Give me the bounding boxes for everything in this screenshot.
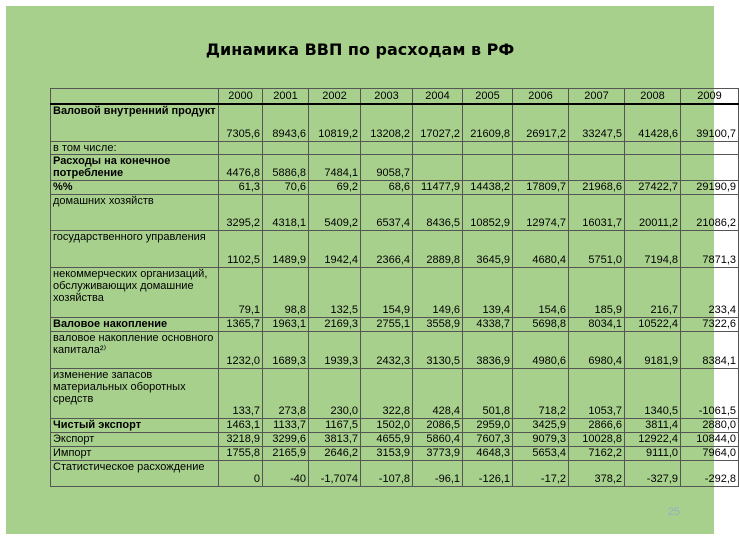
value-cell: 3645,9 <box>463 230 513 267</box>
value-cell <box>513 154 569 180</box>
value-cell: 378,2 <box>569 460 625 486</box>
value-cell: 1755,8 <box>219 446 263 460</box>
value-cell: 3130,5 <box>413 331 463 368</box>
row-label: Статистическое расхождение <box>51 460 219 486</box>
value-cell: 10819,2 <box>309 104 361 141</box>
value-cell: 1489,9 <box>263 230 309 267</box>
value-cell: 10844,0 <box>681 432 739 446</box>
value-cell: 2755,1 <box>361 317 413 331</box>
value-cell: 1102,5 <box>219 230 263 267</box>
value-cell <box>569 154 625 180</box>
value-cell: 1167,5 <box>309 418 361 432</box>
value-cell <box>513 141 569 154</box>
value-cell: 154,9 <box>361 267 413 317</box>
value-cell: 1939,3 <box>309 331 361 368</box>
value-cell: 3218,9 <box>219 432 263 446</box>
value-cell: 132,5 <box>309 267 361 317</box>
value-cell <box>413 154 463 180</box>
value-cell: 5751,0 <box>569 230 625 267</box>
year-header-row <box>51 89 739 105</box>
value-cell: 1963,1 <box>263 317 309 331</box>
value-cell: 33247,5 <box>569 104 625 141</box>
value-cell: 12922,4 <box>625 432 681 446</box>
row-label: Расходы на конечное потребление <box>51 154 219 180</box>
value-cell: 185,9 <box>569 267 625 317</box>
value-cell: 230,0 <box>309 368 361 418</box>
value-cell: 149,6 <box>413 267 463 317</box>
value-cell: 428,4 <box>413 368 463 418</box>
value-cell: 7871,3 <box>681 230 739 267</box>
value-cell: -40 <box>263 460 309 486</box>
value-cell: 1232,0 <box>219 331 263 368</box>
table-row <box>51 418 739 432</box>
value-cell: 8943,6 <box>263 104 309 141</box>
year-header-2007: 2007 <box>569 89 625 105</box>
value-cell: 10522,4 <box>625 317 681 331</box>
value-cell: 1365,7 <box>219 317 263 331</box>
value-cell: 12974,7 <box>513 194 569 230</box>
value-cell: 21086,2 <box>681 194 739 230</box>
value-cell: 29190,9 <box>681 180 739 194</box>
value-cell: 69,2 <box>309 180 361 194</box>
value-cell: 6537,4 <box>361 194 413 230</box>
year-header-2004: 2004 <box>413 89 463 105</box>
year-header-2009: 2009 <box>681 89 739 105</box>
value-cell: 2169,3 <box>309 317 361 331</box>
value-cell: 2889,8 <box>413 230 463 267</box>
value-cell: 139,4 <box>463 267 513 317</box>
value-cell: 133,7 <box>219 368 263 418</box>
value-cell <box>569 141 625 154</box>
value-cell: 322,8 <box>361 368 413 418</box>
value-cell: 7162,2 <box>569 446 625 460</box>
value-cell: 4338,7 <box>463 317 513 331</box>
table-row <box>51 141 739 154</box>
table-row <box>51 230 739 267</box>
table-row <box>51 267 739 317</box>
value-cell: 5409,2 <box>309 194 361 230</box>
year-header-2005: 2005 <box>463 89 513 105</box>
value-cell: 20011,2 <box>625 194 681 230</box>
value-cell: 154,6 <box>513 267 569 317</box>
row-label: Валовое накопление <box>51 317 219 331</box>
year-header-2002: 2002 <box>309 89 361 105</box>
value-cell: 10028,8 <box>569 432 625 446</box>
value-cell: 4648,3 <box>463 446 513 460</box>
value-cell: 3773,9 <box>413 446 463 460</box>
value-cell <box>463 141 513 154</box>
value-cell: -292,8 <box>681 460 739 486</box>
value-cell: 3836,9 <box>463 331 513 368</box>
value-cell: 9181,9 <box>625 331 681 368</box>
value-cell: -17,2 <box>513 460 569 486</box>
table-row <box>51 194 739 230</box>
value-cell: 8384,1 <box>681 331 739 368</box>
value-cell: 1942,4 <box>309 230 361 267</box>
value-cell: 3811,4 <box>625 418 681 432</box>
value-cell: 5886,8 <box>263 154 309 180</box>
value-cell: 2880,0 <box>681 418 739 432</box>
value-cell: 0 <box>219 460 263 486</box>
value-cell: 3299,6 <box>263 432 309 446</box>
year-header-2000: 2000 <box>219 89 263 105</box>
value-cell: 4476,8 <box>219 154 263 180</box>
slide-title: Динамика ВВП по расходам в РФ <box>205 40 515 59</box>
value-cell: 79,1 <box>219 267 263 317</box>
value-cell: 5698,8 <box>513 317 569 331</box>
value-cell: 3558,9 <box>413 317 463 331</box>
row-label: %% <box>51 180 219 194</box>
row-label: валовое накопление основного капитала²⁾ <box>51 331 219 368</box>
value-cell: 7305,6 <box>219 104 263 141</box>
value-cell: 7607,3 <box>463 432 513 446</box>
value-cell: 8034,1 <box>569 317 625 331</box>
value-cell: 21609,8 <box>463 104 513 141</box>
value-cell: 9111,0 <box>625 446 681 460</box>
value-cell: 39100,7 <box>681 104 739 141</box>
value-cell: -1,7074 <box>309 460 361 486</box>
table-row <box>51 317 739 331</box>
value-cell <box>463 154 513 180</box>
row-label: домашних хозяйств <box>51 194 219 230</box>
value-cell: 7322,6 <box>681 317 739 331</box>
value-cell: 41428,6 <box>625 104 681 141</box>
year-header-2006: 2006 <box>513 89 569 105</box>
table-row <box>51 180 739 194</box>
row-label: Импорт <box>51 446 219 460</box>
value-cell: 4655,9 <box>361 432 413 446</box>
value-cell <box>625 154 681 180</box>
value-cell: 10852,9 <box>463 194 513 230</box>
value-cell: 17027,2 <box>413 104 463 141</box>
value-cell: 4318,1 <box>263 194 309 230</box>
value-cell: 27422,7 <box>625 180 681 194</box>
gdp-table-container <box>50 88 736 487</box>
value-cell: 2165,9 <box>263 446 309 460</box>
value-cell: 3425,9 <box>513 418 569 432</box>
value-cell: 3153,9 <box>361 446 413 460</box>
value-cell: 2959,0 <box>463 418 513 432</box>
table-row <box>51 432 739 446</box>
row-label: государственного управления <box>51 230 219 267</box>
value-cell: 6980,4 <box>569 331 625 368</box>
value-cell: 13208,2 <box>361 104 413 141</box>
value-cell: 2086,5 <box>413 418 463 432</box>
value-cell <box>625 141 681 154</box>
value-cell: 2646,2 <box>309 446 361 460</box>
row-label: изменение запасов материальных оборотных средств <box>51 368 219 418</box>
row-label: Экспорт <box>51 432 219 446</box>
value-cell: 26917,2 <box>513 104 569 141</box>
table-row <box>51 104 739 141</box>
value-cell <box>309 141 361 154</box>
value-cell: 11477,9 <box>413 180 463 194</box>
value-cell <box>681 154 739 180</box>
value-cell <box>263 141 309 154</box>
value-cell: 273,8 <box>263 368 309 418</box>
table-row <box>51 460 739 486</box>
value-cell <box>361 141 413 154</box>
value-cell: 68,6 <box>361 180 413 194</box>
value-cell <box>219 141 263 154</box>
value-cell: 3295,2 <box>219 194 263 230</box>
value-cell: 70,6 <box>263 180 309 194</box>
value-cell: -327,9 <box>625 460 681 486</box>
value-cell: 4680,4 <box>513 230 569 267</box>
value-cell: 9079,3 <box>513 432 569 446</box>
value-cell: 2366,4 <box>361 230 413 267</box>
value-cell: 2432,3 <box>361 331 413 368</box>
row-label: Валовой внутренний продукт <box>51 104 219 141</box>
row-label: некоммерческих организаций, обслуживающих домашние хозяйства <box>51 267 219 317</box>
value-cell: 61,3 <box>219 180 263 194</box>
header-blank-cell <box>51 89 219 105</box>
table-row <box>51 154 739 180</box>
gdp-table-body <box>51 89 739 487</box>
value-cell: 7964,0 <box>681 446 739 460</box>
value-cell: 1463,1 <box>219 418 263 432</box>
value-cell: 5860,4 <box>413 432 463 446</box>
year-header-2008: 2008 <box>625 89 681 105</box>
row-label: в том числе: <box>51 141 219 154</box>
value-cell: -1061,5 <box>681 368 739 418</box>
year-header-2003: 2003 <box>361 89 413 105</box>
value-cell: 501,8 <box>463 368 513 418</box>
value-cell: 1133,7 <box>263 418 309 432</box>
table-row <box>51 331 739 368</box>
value-cell: -107,8 <box>361 460 413 486</box>
value-cell: 8436,5 <box>413 194 463 230</box>
row-label: Чистый экспорт <box>51 418 219 432</box>
table-row <box>51 446 739 460</box>
value-cell: 5653,4 <box>513 446 569 460</box>
value-cell: 1502,0 <box>361 418 413 432</box>
value-cell: 2866,6 <box>569 418 625 432</box>
value-cell: 4980,6 <box>513 331 569 368</box>
value-cell: -96,1 <box>413 460 463 486</box>
value-cell: 233,4 <box>681 267 739 317</box>
value-cell: 7484,1 <box>309 154 361 180</box>
value-cell <box>413 141 463 154</box>
value-cell: 14438,2 <box>463 180 513 194</box>
value-cell: 3813,7 <box>309 432 361 446</box>
value-cell: 718,2 <box>513 368 569 418</box>
value-cell: 1340,5 <box>625 368 681 418</box>
value-cell: 21968,6 <box>569 180 625 194</box>
year-header-2001: 2001 <box>263 89 309 105</box>
page-number: 25 <box>667 506 680 518</box>
value-cell: 216,7 <box>625 267 681 317</box>
value-cell: 7194,8 <box>625 230 681 267</box>
gdp-table <box>50 88 739 487</box>
value-cell: 17809,7 <box>513 180 569 194</box>
value-cell: 1053,7 <box>569 368 625 418</box>
value-cell: 1689,3 <box>263 331 309 368</box>
value-cell: -126,1 <box>463 460 513 486</box>
value-cell: 98,8 <box>263 267 309 317</box>
value-cell: 16031,7 <box>569 194 625 230</box>
value-cell <box>681 141 739 154</box>
table-row <box>51 368 739 418</box>
value-cell: 9058,7 <box>361 154 413 180</box>
